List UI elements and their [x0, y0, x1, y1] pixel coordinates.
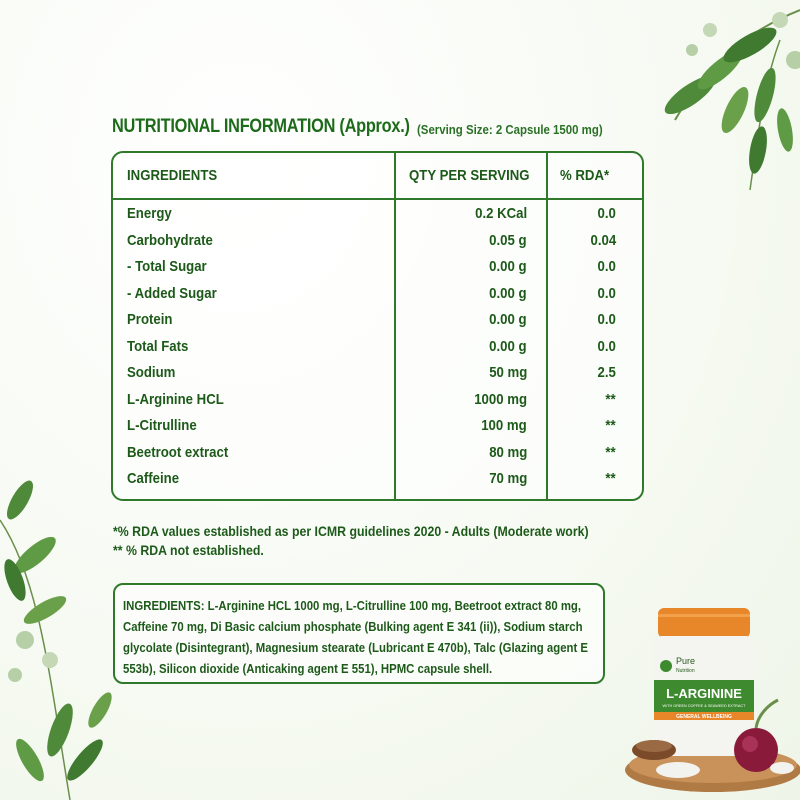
qty-value: 1000 mg [474, 390, 527, 408]
product-band: GENERAL WELLBEING [676, 714, 732, 720]
qty-value: 70 mg [488, 470, 527, 487]
rda-value: 0.0 [597, 258, 616, 275]
ingredient-name: Total Fats [127, 337, 189, 355]
product-name: L-ARGININE [666, 686, 742, 701]
rda-value: ** [605, 443, 616, 461]
rda-note-1: *% RDA values established as per ICMR guidelines 2020 - Adults (Moderate work) [113, 523, 589, 539]
ingredient-name: L-Citrulline [127, 417, 197, 434]
ingredient-name: - Added Sugar [127, 284, 217, 302]
ingredient-name: - Total Sugar [127, 258, 207, 275]
rda-value: ** [605, 417, 616, 434]
ingredients-box [113, 583, 605, 684]
header-divider [113, 198, 642, 200]
qty-value: 0.00 g [489, 311, 527, 328]
qty-value: 50 mg [488, 364, 527, 381]
table-row [113, 444, 642, 470]
serving-size-label: (Serving Size: 2 Capsule 1500 mg) [417, 122, 603, 137]
header-rda: % RDA* [560, 167, 610, 184]
table-row [113, 311, 642, 337]
qty-value: 0.00 g [489, 284, 527, 302]
ingredient-name: Beetroot extract [127, 443, 229, 461]
ingredient-name: Caffeine [127, 470, 180, 487]
header-qty: QTY PER SERVING [409, 167, 530, 184]
qty-value: 0.05 g [489, 231, 527, 249]
ingredient-name: Energy [127, 205, 172, 222]
qty-value: 100 mg [481, 417, 527, 434]
rda-value: 0.0 [597, 205, 616, 222]
nutrition-title: NUTRITIONAL INFORMATION (Approx.) [112, 116, 410, 137]
rda-value: 0.0 [597, 311, 616, 328]
rda-value: 0.04 [590, 231, 616, 249]
rda-notes [113, 522, 589, 560]
ingredient-name: Sodium [127, 364, 176, 381]
ingredient-name: Carbohydrate [127, 231, 213, 249]
rda-value: 0.0 [597, 284, 616, 302]
rda-value: 0.0 [597, 337, 616, 355]
qty-value: 0.00 g [489, 258, 527, 275]
table-row [113, 232, 642, 258]
table-row [113, 391, 642, 417]
qty-value: 80 mg [488, 443, 527, 461]
nutrition-title-row [112, 116, 672, 138]
table-row [113, 285, 642, 311]
product-bottle-image [618, 600, 800, 800]
rda-value: ** [605, 390, 616, 408]
rda-value: ** [605, 470, 616, 487]
qty-value: 0.2 KCal [474, 205, 527, 222]
table-row [113, 258, 642, 284]
table-row [113, 205, 642, 231]
product-brand: Pure [676, 656, 696, 666]
ingredients-text: INGREDIENTS: L-Arginine HCL 1000 mg, L-Citrulline 100 mg, Beetroot extract 80 mg, Caffeine 70 mg, Di Basic calcium phosphate (Bulking agent E 341 (ii)), Sodium starch glycolate (Disintegrant), Magnesium stearate (Lubricant E 470b), Talc (Glazing agent E 553b), Silicon dioxide (Anticaking agent E 551), HPMC capsule shell. [123, 598, 589, 676]
table-row [113, 364, 642, 390]
ingredient-name: L-Arginine HCL [127, 390, 224, 408]
table-row [113, 470, 642, 496]
product-brand-line2: Nutrition [676, 668, 695, 674]
table-row [113, 417, 642, 443]
qty-value: 0.00 g [489, 337, 527, 355]
table-row [113, 338, 642, 364]
rda-note-2: ** % RDA not established. [113, 542, 264, 558]
header-ingredients: INGREDIENTS [127, 167, 218, 184]
ingredient-name: Protein [127, 311, 173, 328]
nutrition-table [111, 151, 644, 501]
rda-value: 2.5 [597, 364, 616, 381]
product-tagline: WITH GREEN COFFEE & SEAWEED EXTRACT [662, 704, 746, 708]
